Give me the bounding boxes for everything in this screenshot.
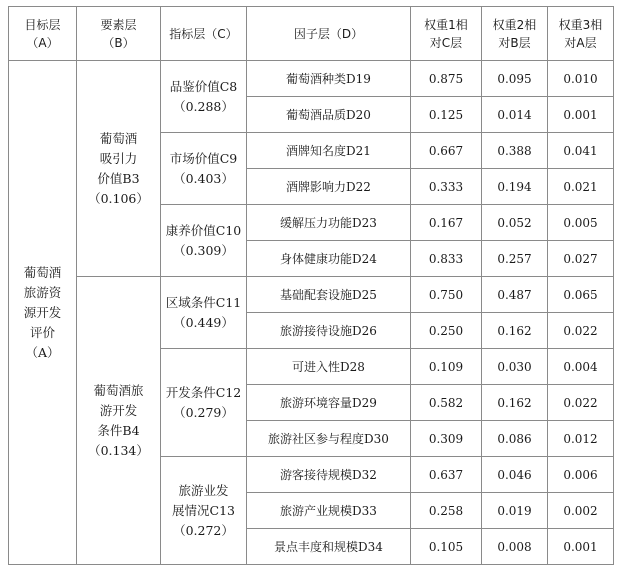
element-text: 葡萄酒旅 bbox=[93, 382, 144, 398]
weight2-cell: 0.030 bbox=[482, 349, 548, 385]
indicator-text: （0.309） bbox=[173, 242, 234, 258]
weight1-cell: 0.167 bbox=[411, 205, 482, 241]
indicator-cell-c13 bbox=[161, 457, 247, 565]
weight3-cell: 0.065 bbox=[548, 277, 614, 313]
factor-cell: 旅游接待设施D26 bbox=[247, 313, 411, 349]
factor-cell: 基础配套设施D25 bbox=[247, 277, 411, 313]
evaluation-index-table bbox=[8, 6, 614, 565]
indicator-text: （0.403） bbox=[173, 170, 234, 186]
header-text: 指标层（C） bbox=[169, 26, 238, 41]
weight3-cell: 0.006 bbox=[548, 457, 614, 493]
factor-cell: 酒牌影响力D22 bbox=[247, 169, 411, 205]
weight2-cell: 0.046 bbox=[482, 457, 548, 493]
weight3-cell: 0.022 bbox=[548, 385, 614, 421]
header-text: 因子层（D） bbox=[293, 26, 364, 41]
indicator-cell-c12 bbox=[161, 349, 247, 457]
indicator-text: 市场价值C9 bbox=[169, 150, 238, 166]
weight3-cell: 0.002 bbox=[548, 493, 614, 529]
weight1-cell: 0.875 bbox=[411, 61, 482, 97]
element-text: （0.106） bbox=[88, 190, 149, 206]
weight1-cell: 0.582 bbox=[411, 385, 482, 421]
header-weight-3 bbox=[548, 7, 614, 61]
weight3-cell: 0.041 bbox=[548, 133, 614, 169]
weight2-cell: 0.162 bbox=[482, 313, 548, 349]
goal-text: 源开发 bbox=[23, 304, 62, 320]
weight2-cell: 0.019 bbox=[482, 493, 548, 529]
header-text: 要素层 bbox=[100, 17, 137, 32]
weight1-cell: 0.667 bbox=[411, 133, 482, 169]
indicator-text: 开发条件C12 bbox=[165, 384, 242, 400]
header-text: 对A层 bbox=[564, 35, 597, 50]
factor-cell: 景点丰度和规模D34 bbox=[247, 529, 411, 565]
header-goal-layer bbox=[9, 7, 77, 61]
factor-cell: 葡萄酒品质D20 bbox=[247, 97, 411, 133]
header-indicator-layer bbox=[161, 7, 247, 61]
header-weight-1 bbox=[411, 7, 482, 61]
indicator-text: （0.279） bbox=[173, 404, 234, 420]
factor-cell: 葡萄酒种类D19 bbox=[247, 61, 411, 97]
weight1-cell: 0.125 bbox=[411, 97, 482, 133]
weight2-cell: 0.008 bbox=[482, 529, 548, 565]
header-element-layer bbox=[77, 7, 161, 61]
factor-cell: 游客接待规模D32 bbox=[247, 457, 411, 493]
indicator-text: 旅游业发 bbox=[178, 482, 229, 498]
header-text: 权重2相 bbox=[492, 17, 537, 32]
factor-cell: 旅游产业规模D33 bbox=[247, 493, 411, 529]
indicator-text: 康养价值C10 bbox=[165, 222, 242, 238]
factor-cell: 酒牌知名度D21 bbox=[247, 133, 411, 169]
goal-text: 评价 bbox=[29, 324, 55, 340]
weight2-cell: 0.052 bbox=[482, 205, 548, 241]
header-row bbox=[9, 7, 614, 61]
weight1-cell: 0.109 bbox=[411, 349, 482, 385]
weight3-cell: 0.001 bbox=[548, 97, 614, 133]
indicator-text: 品鉴价值C8 bbox=[169, 78, 238, 94]
indicator-text: （0.288） bbox=[173, 98, 234, 114]
weight3-cell: 0.021 bbox=[548, 169, 614, 205]
weight3-cell: 0.012 bbox=[548, 421, 614, 457]
header-text: 权重1相 bbox=[424, 17, 468, 32]
goal-text: 葡萄酒 bbox=[23, 264, 62, 280]
header-weight-2 bbox=[482, 7, 548, 61]
weight2-cell: 0.194 bbox=[482, 169, 548, 205]
weight2-cell: 0.257 bbox=[482, 241, 548, 277]
weight3-cell: 0.010 bbox=[548, 61, 614, 97]
element-cell-b4 bbox=[77, 277, 161, 565]
indicator-text: （0.449） bbox=[173, 314, 234, 330]
header-text: （A） bbox=[26, 35, 59, 50]
header-text: 对C层 bbox=[429, 35, 463, 50]
header-text: 对B层 bbox=[498, 35, 531, 50]
factor-cell: 可进入性D28 bbox=[247, 349, 411, 385]
weight2-cell: 0.388 bbox=[482, 133, 548, 169]
element-text: 吸引力 bbox=[99, 150, 138, 166]
weight1-cell: 0.250 bbox=[411, 313, 482, 349]
element-cell-b3 bbox=[77, 61, 161, 277]
weight3-cell: 0.005 bbox=[548, 205, 614, 241]
header-text: （B） bbox=[102, 35, 135, 50]
indicator-text: （0.272） bbox=[173, 522, 234, 538]
weight2-cell: 0.487 bbox=[482, 277, 548, 313]
weight3-cell: 0.004 bbox=[548, 349, 614, 385]
header-text: 权重3相 bbox=[558, 17, 603, 32]
element-text: 价值B3 bbox=[97, 170, 140, 186]
goal-text: （A） bbox=[25, 344, 60, 360]
factor-cell: 旅游环境容量D29 bbox=[247, 385, 411, 421]
weight1-cell: 0.309 bbox=[411, 421, 482, 457]
header-text: 目标层 bbox=[24, 17, 61, 32]
goal-text: 旅游资 bbox=[23, 284, 62, 300]
factor-cell: 缓解压力功能D23 bbox=[247, 205, 411, 241]
element-text: 游开发 bbox=[99, 402, 138, 418]
weight2-cell: 0.014 bbox=[482, 97, 548, 133]
element-text: （0.134） bbox=[88, 442, 149, 458]
indicator-cell-c8 bbox=[161, 61, 247, 133]
weight1-cell: 0.105 bbox=[411, 529, 482, 565]
indicator-text: 展情况C13 bbox=[172, 502, 235, 518]
weight1-cell: 0.833 bbox=[411, 241, 482, 277]
weight2-cell: 0.162 bbox=[482, 385, 548, 421]
element-text: 葡萄酒 bbox=[99, 130, 138, 146]
table-row bbox=[9, 277, 614, 313]
weight2-cell: 0.086 bbox=[482, 421, 548, 457]
weight3-cell: 0.022 bbox=[548, 313, 614, 349]
goal-cell bbox=[9, 61, 77, 565]
indicator-text: 区域条件C11 bbox=[165, 294, 242, 310]
weight1-cell: 0.750 bbox=[411, 277, 482, 313]
header-factor-layer bbox=[247, 7, 411, 61]
indicator-cell-c9 bbox=[161, 133, 247, 205]
weight3-cell: 0.027 bbox=[548, 241, 614, 277]
weight3-cell: 0.001 bbox=[548, 529, 614, 565]
indicator-cell-c10 bbox=[161, 205, 247, 277]
table-row bbox=[9, 61, 614, 97]
weight1-cell: 0.258 bbox=[411, 493, 482, 529]
element-text: 条件B4 bbox=[97, 422, 140, 438]
weight2-cell: 0.095 bbox=[482, 61, 548, 97]
factor-cell: 身体健康功能D24 bbox=[247, 241, 411, 277]
factor-cell: 旅游社区参与程度D30 bbox=[247, 421, 411, 457]
indicator-cell-c11 bbox=[161, 277, 247, 349]
weight1-cell: 0.333 bbox=[411, 169, 482, 205]
weight1-cell: 0.637 bbox=[411, 457, 482, 493]
